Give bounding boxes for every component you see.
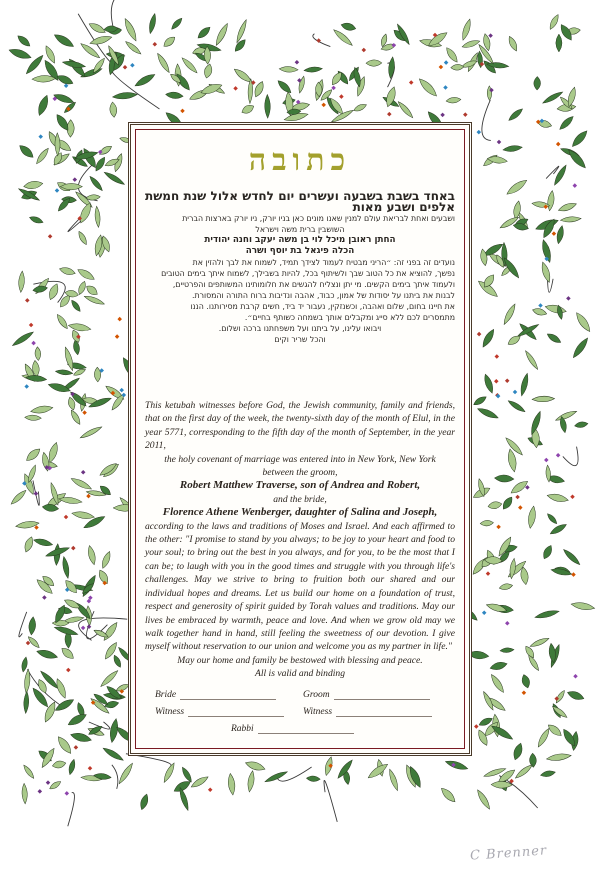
leaf — [86, 545, 97, 566]
berry — [73, 177, 78, 182]
leaf — [170, 17, 184, 31]
leaf — [546, 752, 572, 762]
leaf — [500, 647, 514, 653]
leaf — [28, 617, 36, 636]
witness2-label: Witness — [303, 707, 333, 717]
leaf — [190, 774, 210, 789]
leaf — [566, 148, 588, 171]
berry — [48, 234, 53, 239]
bride-signature-line[interactable] — [155, 689, 276, 700]
berry — [387, 112, 392, 117]
artist-signature: C Brenner — [469, 843, 548, 864]
leaf — [264, 770, 288, 784]
leaf — [22, 764, 36, 780]
leaf — [446, 97, 461, 104]
berry — [486, 571, 491, 576]
leaf — [17, 187, 40, 203]
berry — [515, 495, 520, 500]
leaf — [445, 759, 469, 772]
leaf — [55, 735, 73, 756]
leaf — [103, 170, 126, 186]
berry — [88, 766, 93, 771]
groom-signature-line[interactable] — [303, 689, 430, 700]
leaf — [540, 770, 556, 778]
berry — [74, 745, 79, 750]
leaf — [340, 21, 356, 32]
leaf — [9, 489, 27, 507]
bride-name: Florence Athene Wenberger, daughter of Salina and Joseph, — [162, 506, 438, 519]
berry — [409, 80, 414, 85]
leaf — [23, 536, 35, 554]
berry — [55, 188, 60, 193]
leaf — [18, 271, 25, 293]
berry — [119, 388, 124, 393]
leaf — [396, 100, 414, 120]
berry — [573, 183, 578, 188]
leaf — [306, 776, 320, 782]
berry — [233, 86, 238, 91]
leaf — [36, 648, 59, 661]
hebrew-line: לבנות את ביתנו על יסודות של אמון, כבוד, אהבה ונדיבות ברוח התורה והמסורת. — [191, 291, 455, 300]
leaf — [279, 66, 298, 73]
berry — [556, 142, 561, 147]
leaf — [36, 94, 51, 117]
leaf — [505, 178, 529, 197]
leaf — [501, 495, 515, 511]
berry — [34, 491, 39, 496]
leaf — [86, 194, 101, 201]
berry — [24, 384, 29, 389]
vine-stem — [313, 34, 330, 47]
leaf — [489, 660, 508, 671]
berry — [64, 515, 69, 520]
leaf — [546, 512, 559, 525]
leaf — [556, 34, 562, 52]
berry — [495, 354, 500, 359]
groom-name: Robert Matthew Traverse, son of Andrea and Robert, — [179, 479, 421, 492]
berry — [180, 109, 185, 114]
leaf — [79, 425, 103, 440]
ketubah-text-panel — [128, 122, 472, 756]
berry — [505, 621, 510, 626]
berry — [482, 611, 487, 616]
berry — [513, 390, 518, 395]
leaf — [304, 66, 323, 73]
leaf — [570, 129, 590, 149]
berry — [571, 572, 576, 577]
leaf — [76, 267, 96, 282]
leaf — [47, 282, 61, 301]
berry — [117, 317, 122, 322]
hebrew-line: ושבעים ואחת לבריאת עולם למנין שאנו מונים כאן בניו יורק, ניו יורק בארצות הברית — [182, 214, 455, 223]
berry — [331, 86, 336, 91]
leaf — [101, 621, 119, 643]
leaf — [546, 332, 563, 345]
leaf — [332, 28, 354, 48]
berry — [81, 626, 86, 631]
berry — [439, 65, 444, 70]
leaf — [524, 349, 540, 370]
leaf — [11, 330, 35, 348]
leaf — [122, 17, 139, 42]
leaf — [246, 770, 255, 792]
leaf — [227, 773, 236, 795]
leaf — [71, 510, 95, 520]
leaf — [214, 22, 230, 47]
leaf — [94, 206, 101, 228]
leaf — [566, 689, 585, 702]
leaf — [536, 727, 552, 749]
leaf — [494, 474, 514, 482]
berry — [444, 60, 449, 65]
leaf — [235, 19, 249, 44]
berry — [26, 641, 31, 646]
berry — [518, 505, 523, 510]
leaf — [529, 636, 550, 648]
berry — [474, 724, 479, 729]
leaf — [196, 25, 212, 41]
leaf — [507, 35, 519, 52]
groom-label: Groom — [303, 690, 330, 700]
witness2-signature-line[interactable] — [303, 706, 432, 717]
leaf — [490, 723, 514, 742]
leaf — [537, 119, 553, 129]
leaf — [451, 64, 465, 71]
hebrew-title: כתובה — [248, 143, 352, 178]
vows-text: according to the laws and traditions of Moses and Israel. And each affirmed to the other: "I promise to stand by you always; to be joy to your heart and food to your soul; to bring out the best in you always, and for you, to be the most that I can be; to laugh with you in the good times and struggle with you through life's challenges. May we strive to bring to fruition both our shared and our individual hopes and dreams. Let us build our home on a foundation of trust, respect and generosity of spirit guided by Torah values and traditions. May our lives be embraced by warmth, peace and love. And when we grow old may we walk together hand in hand, still feeling the sweetness of our devotion. I give myself without reservation to our union and welcome you as my partner in life." — [145, 520, 455, 653]
berry — [66, 668, 71, 673]
leaf — [203, 63, 214, 79]
leaf — [571, 601, 596, 612]
leaf — [480, 328, 496, 349]
leaf — [502, 303, 518, 326]
leaf — [552, 164, 568, 187]
leaf — [83, 294, 105, 306]
witness1-signature-line[interactable] — [155, 706, 284, 717]
leaf — [574, 311, 593, 334]
leaf — [77, 280, 88, 295]
vine-stem — [482, 100, 491, 140]
leaf — [514, 763, 534, 780]
leaf — [507, 399, 526, 414]
leaf — [70, 476, 93, 491]
leaf — [56, 73, 75, 86]
berry — [552, 231, 557, 236]
leaf — [353, 102, 368, 113]
leaf — [66, 712, 88, 728]
leaf — [555, 225, 565, 244]
leaf — [25, 415, 42, 421]
berry — [494, 379, 499, 384]
leaf — [540, 261, 552, 283]
leaf — [558, 114, 575, 131]
leaf — [276, 78, 293, 95]
berry — [570, 495, 575, 500]
leaf — [387, 768, 400, 791]
leaf — [94, 367, 101, 382]
signature-area — [155, 689, 449, 740]
rabbi-label: Rabbi — [231, 724, 254, 734]
english-text-block — [145, 399, 455, 681]
leaf — [109, 102, 117, 118]
leaf — [265, 94, 271, 118]
berry — [362, 48, 367, 53]
vine-stem — [324, 780, 337, 821]
leaf — [112, 91, 137, 100]
leaf — [532, 307, 548, 317]
leaf — [72, 339, 80, 355]
leaf — [42, 503, 59, 512]
witness1-label: Witness — [155, 707, 185, 717]
hebrew-line: את חיינו בחום, שלום ואהבה, וכשנזקין, נעבור יד ביד, חשים קרבת מסירותנו. הננו — [190, 302, 455, 311]
leaf — [17, 143, 35, 160]
leaf — [54, 677, 68, 699]
leaf — [23, 180, 43, 190]
leaf — [480, 520, 494, 526]
leaf — [24, 669, 31, 694]
berry — [505, 379, 510, 384]
leaf — [487, 501, 502, 510]
leaf — [100, 550, 112, 569]
leaf — [388, 57, 396, 79]
blessing-line: May our home and family be bestowed with blessing and peace. — [177, 654, 423, 666]
leaf — [54, 697, 76, 713]
leaf — [133, 72, 156, 89]
leaf — [417, 76, 439, 98]
leaf — [439, 786, 457, 804]
berry — [463, 112, 468, 117]
bride-label: Bride — [155, 690, 177, 700]
leaf — [48, 780, 62, 791]
leaf — [557, 201, 577, 213]
leaf — [67, 759, 76, 776]
berry — [31, 341, 36, 346]
leaf — [489, 673, 506, 694]
leaf — [504, 436, 524, 457]
leaf — [102, 746, 125, 763]
leaf — [512, 742, 525, 761]
berry — [544, 458, 549, 463]
leaf — [180, 56, 199, 75]
leaf — [16, 34, 32, 49]
leaf — [165, 91, 183, 99]
leaf — [560, 216, 581, 223]
leaf — [507, 107, 524, 122]
leaf — [69, 409, 82, 426]
hebrew-line: ולעמוד איתך בימים הקשים. מי יתן ונצליח להגשים את חלומותינו המשותפים והפרטיים, — [172, 280, 455, 289]
leaf — [55, 133, 60, 156]
berry — [65, 791, 70, 796]
vine-stem — [19, 612, 27, 637]
hebrew-line: השושבין ברית משה וישראל — [255, 225, 345, 234]
leaf — [124, 40, 142, 56]
english-covenant: the holy covenant of marriage was entered into in New York, New York — [164, 453, 436, 465]
leaf — [562, 548, 582, 567]
vine-stem — [112, 765, 118, 789]
hebrew-line: נפשך, להוציא את כל הטוב שבך ולשיתוף בכל, להיות בשבילך, לשמוח איתך בימים הטובים — [161, 269, 455, 278]
leaf — [162, 35, 177, 49]
berry — [477, 332, 482, 337]
vine-stem — [563, 447, 578, 466]
leaf — [33, 537, 53, 547]
leaf — [475, 788, 492, 810]
berry — [115, 334, 120, 339]
hebrew-line: החתן ראובן מיכל לוי בן משה יעקב וחנה יהודית — [204, 235, 396, 245]
berry — [497, 140, 502, 145]
leaf — [555, 409, 578, 423]
berry — [81, 470, 86, 475]
berry — [440, 113, 445, 118]
leaf — [60, 646, 76, 661]
leaf — [77, 230, 89, 246]
berry — [477, 130, 482, 135]
leaf — [162, 762, 177, 784]
leaf — [472, 395, 487, 408]
leaf — [460, 18, 472, 41]
leaf — [112, 654, 123, 668]
leaf — [70, 731, 93, 744]
hebrew-line: והכל שריר וקים — [274, 335, 326, 344]
leaf — [84, 283, 99, 297]
leaf — [244, 759, 266, 772]
berry — [443, 85, 448, 90]
leaf — [534, 609, 559, 620]
berry — [538, 303, 543, 308]
berry — [71, 546, 76, 551]
leaf — [23, 691, 29, 713]
berry — [130, 63, 135, 68]
berry — [556, 453, 561, 458]
berry — [25, 298, 30, 303]
leaf — [70, 299, 82, 313]
hebrew-line: הכלה פיגאל בת יוסף ושרה — [245, 246, 355, 256]
berry — [339, 94, 344, 99]
between-line: between the groom, — [262, 467, 338, 479]
leaf — [89, 34, 113, 46]
leaf — [541, 544, 554, 560]
leaf — [24, 446, 42, 463]
leaf — [53, 32, 76, 50]
leaf — [487, 86, 492, 101]
leaf — [534, 77, 541, 90]
hebrew-line: ויבואו עלינו, על ביתנו ועל משפחתנו ברכה ושלום. — [218, 324, 382, 333]
leaf — [571, 336, 590, 359]
vine-stem — [111, 0, 124, 29]
leaf — [520, 674, 531, 689]
leaf — [240, 103, 255, 116]
leaf — [68, 322, 92, 333]
leaf — [461, 39, 480, 50]
leaf — [55, 369, 73, 376]
leaf — [323, 756, 334, 776]
berry — [295, 60, 300, 65]
berry — [496, 525, 501, 530]
leaf — [117, 762, 135, 785]
berry — [123, 65, 128, 70]
leaf — [8, 47, 32, 61]
leaf — [532, 396, 555, 402]
closing-line: All is valid and binding — [254, 668, 346, 680]
leaf — [519, 373, 530, 397]
and-bride-line: and the bride, — [273, 493, 327, 505]
leaf — [482, 373, 495, 394]
leaf — [30, 404, 53, 415]
berry — [42, 595, 47, 600]
berry — [525, 485, 530, 490]
leaf — [35, 347, 42, 361]
berry — [488, 33, 493, 38]
leaf — [548, 13, 561, 30]
hebrew-line: מתמסרים לכם ללא סייג ומקבלים אותך בשמחה כשותף בחיים״. — [244, 313, 455, 322]
hebrew-line: נועדים זה בפני זה: ״הריני מבטיח לעמוד לצידך תמיד, לשמוח את לבך ולהזין את — [192, 258, 455, 267]
vine-stem — [68, 793, 75, 827]
berry — [566, 296, 571, 301]
leaf — [155, 52, 171, 74]
leaf — [366, 60, 382, 67]
berry — [321, 103, 326, 108]
leaf — [527, 506, 537, 529]
leaf — [546, 190, 555, 211]
leaf — [21, 783, 27, 804]
leaf — [88, 175, 104, 192]
berry — [46, 780, 51, 785]
berry — [38, 134, 43, 139]
leaf — [574, 421, 588, 429]
berry — [82, 410, 87, 415]
leaf — [139, 793, 150, 811]
leaf — [502, 256, 521, 280]
berry — [86, 494, 91, 499]
hebrew-text-block — [145, 191, 455, 345]
leaf — [233, 38, 248, 54]
rabbi-signature-line[interactable] — [231, 723, 354, 734]
leaf — [59, 266, 77, 277]
berry — [573, 674, 578, 679]
leaf — [29, 215, 44, 225]
leaf — [554, 689, 566, 704]
leaf — [546, 492, 569, 504]
leaf — [34, 147, 50, 166]
leaf — [99, 669, 119, 689]
leaf — [180, 766, 193, 783]
leaf — [476, 406, 499, 420]
leaf — [549, 522, 568, 536]
leaf — [544, 303, 567, 315]
leaf — [148, 13, 158, 34]
hebrew-line: באחד בשבת בשבעה ועשרים יום לחדש אלול שנת חמשת אלפים ושבע מאות — [145, 189, 455, 214]
leaf — [61, 556, 70, 579]
leaf — [499, 583, 513, 591]
leaf — [88, 21, 107, 35]
vine-stem — [111, 66, 160, 109]
berry — [522, 691, 527, 696]
leaf — [297, 76, 306, 94]
leaf — [52, 760, 67, 770]
berry — [153, 42, 158, 47]
berry — [29, 323, 34, 328]
leaf — [503, 144, 523, 152]
english-intro: This ketubah witnesses before God, the Jewish community, family and friends, that on the first day of the week, the twenty-sixth day of the month of Elul, in the year 5771, corresponding to the fifth day of the month of September, in the year 2011, — [145, 400, 455, 452]
berry — [208, 788, 213, 793]
leaf — [55, 313, 69, 330]
leaf — [67, 57, 88, 79]
berry — [38, 789, 43, 794]
